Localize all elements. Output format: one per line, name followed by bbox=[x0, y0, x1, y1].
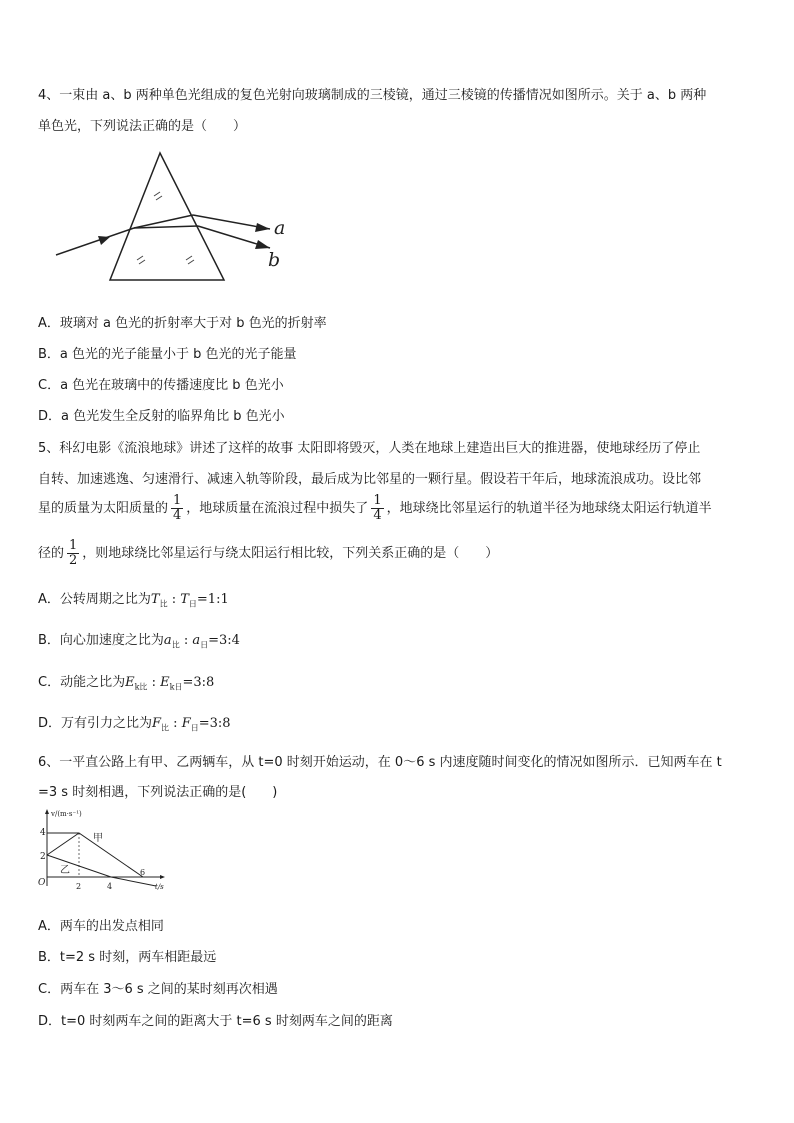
a-ratio: =1:1 bbox=[196, 592, 229, 607]
q6-option-d: D．t=0 时刻两车之间的距离大于 t=6 s 时刻两车之间的距离 bbox=[38, 1014, 393, 1029]
b-var2: a bbox=[192, 633, 201, 648]
x-axis-label: t/s bbox=[155, 883, 164, 891]
q5-option-b-text: B．向心加速度之比为 bbox=[38, 633, 164, 648]
c-var2: E bbox=[160, 675, 170, 690]
q5-stem-line1: 5、科幻电影《流浪地球》讲述了这样的故事 太阳即将毁灭，人类在地球上建造出巨大的推进器，使地球经历了停止 bbox=[38, 441, 701, 456]
q5-option-b bbox=[38, 629, 240, 651]
q5-line4-part1: 径的 bbox=[38, 546, 65, 561]
origin-label: O bbox=[38, 878, 46, 888]
q5-stem-line4 bbox=[38, 539, 498, 568]
q5-line3-part2: ，地球质量在流浪过程中损失了 bbox=[186, 501, 369, 516]
y-axis-arrow bbox=[45, 809, 49, 814]
fraction-one-quarter-2 bbox=[371, 494, 383, 523]
q4-option-d: D．a 色光发生全反射的临界角比 b 色光小 bbox=[38, 409, 285, 424]
fraction-one-quarter bbox=[171, 494, 183, 523]
b-ratio: =3:4 bbox=[208, 633, 240, 648]
y-axis-label: v/(m·s⁻¹) bbox=[51, 810, 82, 818]
fraction-one-half bbox=[67, 539, 79, 568]
c-sub1: k比 bbox=[134, 682, 148, 692]
b-var1: a bbox=[163, 633, 172, 648]
q6-option-a: A．两车的出发点相同 bbox=[38, 919, 164, 934]
b-sub1: 比 bbox=[171, 640, 180, 650]
incident-ray bbox=[56, 228, 134, 255]
incident-arrow bbox=[98, 236, 110, 245]
prism-triangle bbox=[110, 153, 224, 280]
x-tick-4: 4 bbox=[107, 882, 113, 891]
q5-option-d-formula: $F_比$ : $F_日=3:8$ bbox=[152, 716, 231, 733]
q5-option-d bbox=[38, 712, 231, 734]
d-var1: F bbox=[152, 716, 162, 731]
q5-option-b-formula: $a_比$ : $a_日=3:4$ bbox=[163, 633, 240, 650]
label-a: a bbox=[274, 217, 286, 239]
q4-option-b: B．a 色光的光子能量小于 b 色光的光子能量 bbox=[38, 347, 297, 362]
q4-stem-line2: 单色光，下列说法正确的是（ ） bbox=[38, 119, 247, 134]
x-tick-6: 6 bbox=[140, 868, 146, 877]
a-var2: T bbox=[180, 592, 189, 607]
y-tick-2: 2 bbox=[40, 852, 46, 862]
q6-stem-line1: 6、一平直公路上有甲、乙两辆车，从 t=0 时刻开始运动，在 0～6 s 内速度随时间变化的情况如图所示．已知两车在 t bbox=[38, 755, 722, 770]
c-sub2: k日 bbox=[169, 682, 183, 692]
a-sub2: 日 bbox=[188, 599, 197, 609]
d-ratio: =3:8 bbox=[198, 716, 231, 731]
q6-stem-line2: =3 s 时刻相遇，下列说法正确的是( ) bbox=[38, 785, 278, 800]
frac2-den: 4 bbox=[373, 508, 382, 523]
frac1-num: 1 bbox=[173, 493, 182, 508]
q5-line4-part2: ，则地球绕比邻星运行与绕太阳运行相比较，下列关系正确的是（ ） bbox=[82, 546, 499, 561]
d-sub1: 比 bbox=[161, 723, 170, 733]
q5-option-c-formula: $E_{k比}$ : $E_{k日}=3:8$ bbox=[125, 675, 215, 692]
q5-line3-part1: 星的质量为太阳质量的 bbox=[38, 501, 169, 516]
ray-b-arrow bbox=[255, 240, 270, 249]
frac3-den: 2 bbox=[69, 553, 78, 568]
q5-option-c-text: C．动能之比为 bbox=[38, 675, 126, 690]
x-axis-arrow bbox=[160, 875, 165, 879]
q4-option-c: C．a 色光在玻璃中的传播速度比 b 色光小 bbox=[38, 378, 284, 393]
q6-option-c: C．两车在 3～6 s 之间的某时刻再次相遇 bbox=[38, 982, 278, 997]
q5-option-a-text: A．公转周期之比为 bbox=[38, 592, 151, 607]
q5-stem-line3 bbox=[38, 494, 712, 523]
car-yi-rising bbox=[47, 833, 79, 855]
velocity-time-graph bbox=[34, 806, 184, 896]
label-b: b bbox=[268, 249, 281, 271]
b-sub2: 日 bbox=[200, 640, 209, 650]
a-sub1: 比 bbox=[159, 599, 168, 609]
q5-option-d-text: D．万有引力之比为 bbox=[38, 716, 153, 731]
q5-option-c bbox=[38, 671, 214, 693]
q5-line3-part3: ，地球绕比邻星运行的轨道半径为地球绕太阳运行轨道半 bbox=[386, 501, 712, 516]
frac3-num: 1 bbox=[69, 538, 78, 553]
q5-option-a-formula: $T_比$ : $T_日=1:1$ bbox=[150, 592, 229, 609]
q5-stem-line2: 自转、加速逃逸、匀速滑行、减速入轨等阶段，最后成为比邻星的一颗行星。假设若干年后，地球流浪成功。设比邻 bbox=[38, 472, 702, 487]
q4-option-a: A．玻璃对 a 色光的折射率大于对 b 色光的折射率 bbox=[38, 316, 327, 331]
c-ratio: =3:8 bbox=[182, 675, 215, 690]
q6-option-b: B．t=2 s 时刻，两车相距最远 bbox=[38, 950, 217, 965]
ray-a-arrow bbox=[255, 223, 270, 232]
label-yi: 乙 bbox=[60, 865, 70, 876]
label-jia: 甲 bbox=[93, 833, 103, 844]
frac1-den: 4 bbox=[173, 508, 182, 523]
d-sub2: 日 bbox=[190, 723, 199, 733]
a-var1: T bbox=[150, 592, 160, 607]
q4-stem-line1: 4、一束由 a、b 两种单色光组成的复色光射向玻璃制成的三棱镜，通过三棱镜的传播情况如图所示。关于 a、b 两种 bbox=[38, 88, 707, 103]
x-tick-2: 2 bbox=[76, 882, 82, 891]
prism-figure bbox=[48, 148, 298, 283]
d-var2: F bbox=[181, 716, 191, 731]
y-tick-4: 4 bbox=[40, 828, 46, 838]
c-var1: E bbox=[125, 675, 135, 690]
frac2-num: 1 bbox=[373, 493, 382, 508]
q5-option-a bbox=[38, 588, 229, 610]
